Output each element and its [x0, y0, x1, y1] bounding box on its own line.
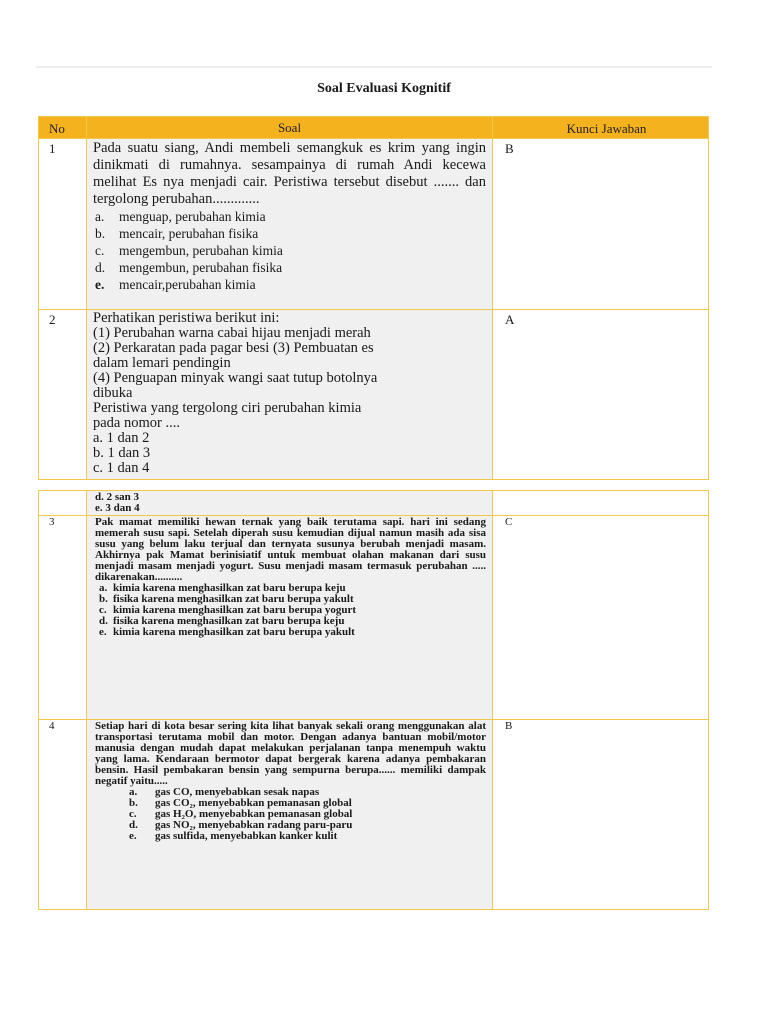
table-row [39, 310, 709, 480]
header-kunci-jawaban: Kunci Jawaban [493, 117, 709, 139]
question-number: 1 [39, 139, 87, 310]
question-stem: Pada suatu siang, Andi membeli semangkuk es krim yang ingin dinikmati di rumahnya. sesampainya di rumah Andi kecewa melihat Es nya menjadi cair. Peristiwa tersebut disebut ....... dan tergolong perubahan............. [93, 140, 486, 207]
page-title: Soal Evaluasi Kognitif [317, 81, 451, 96]
option-a: a. 1 dan 2 [93, 430, 150, 446]
answer-key: B [493, 139, 709, 310]
question-2-cell: Perhatikan peristiwa berikut ini: (1) Perubahan warna cabai hijau menjadi merah (2) Perkaratan pada pagar besi (3) Pembuatan es dalam lemari pendingin (4) Penguapan minyak wangi saat tutup botolnya dibuka Peristiwa yang tergolong ciri perubahan kimia pada nomor .... a. 1 dan 2 b. 1 dan 3 c. 1 dan 4 [87, 310, 493, 480]
option-d: d. mengembun, perubahan fisika [95, 260, 283, 275]
option-a: a. menguap, perubahan kimia [95, 209, 266, 224]
table-row [39, 720, 709, 910]
option-a: a. gas CO, menyebabkan sesak napas [129, 786, 320, 798]
question-stem: Setiap hari di kota besar sering kita lihat banyak sekali orang menggunakan alat transportasi terutama mobil dan motor. Dengan adanya bantuan mobil/motor manusia dengan mudah dapat melakukan perjalanan tanpa menempuh waktu yang lama. Kendaraan bermotor dapat bergerak karena adanya pembakaran bensin. Hasil pembakaran bensin yang sempurna berupa...... memiliki dampak negatif yaitu..... [95, 720, 486, 787]
option-c: c. 1 dan 4 [93, 460, 150, 476]
option-c: c. kimia karena menghasilkan zat baru berupa yogurt [99, 604, 357, 616]
header-no: No [39, 117, 87, 139]
option-list [95, 583, 486, 638]
question-number: 2 [39, 310, 87, 480]
option-b: b. fisika karena menghasilkan zat baru berupa yakult [99, 593, 354, 605]
table-header-row [39, 117, 709, 139]
option-c: c. mengembun, perubahan kimia [95, 243, 283, 258]
option-e: e. mencair,perubahan kimia [95, 277, 256, 292]
question-1-cell [87, 139, 493, 310]
option-e: e. 3 dan 4 [95, 502, 140, 514]
option-b: b. 1 dan 3 [93, 445, 151, 461]
answer-key: B [493, 720, 709, 910]
table-row [39, 516, 709, 720]
option-d: d. fisika karena menghasilkan zat baru berupa keju [99, 615, 345, 627]
option-e: e. kimia karena menghasilkan zat baru berupa yakult [99, 626, 355, 638]
option-e: e. gas sulfida, menyebabkan kanker kulit [129, 830, 338, 842]
option-b: b. gas CO₂, menyebabkan pemanasan global [129, 797, 352, 809]
top-divider [36, 66, 712, 68]
question-stem: Pak mamat memiliki hewan ternak yang baik terutama sapi. hari ini sedang memerah susu sapi. Setelah diperah susu kemudian dijual namun masih ada sisa susu yang belum laku terjual dan ternyata susunya berubah menjadi masam. Akhirnya pak Mamat berinisiatif untuk membuat olahan makanan dari susu menjadi masam menjadi yogurt. Susu menjadi masam termasuk perubahan ..... dikarenakan.......... [95, 516, 486, 583]
option-d: d. 2 san 3 [95, 491, 140, 503]
table-row [39, 491, 709, 516]
evaluation-table-part-2 [38, 490, 709, 910]
answer-key: A [493, 310, 709, 480]
question-2-continued [87, 491, 493, 516]
option-list [93, 208, 486, 293]
option-list [95, 787, 486, 842]
question-number: 3 [39, 516, 87, 720]
option-c: c. gas H₂O, menyebabkan pemanasan global [129, 808, 353, 820]
question-3-cell [87, 516, 493, 720]
option-d: d. gas NO₂, menyebabkan radang paru-paru [129, 819, 353, 831]
option-b: b. mencair, perubahan fisika [95, 226, 259, 241]
header-soal: Soal [87, 117, 493, 139]
question-number: 4 [39, 720, 87, 910]
answer-key: C [493, 516, 709, 720]
evaluation-table-part-1 [38, 116, 709, 480]
table-row [39, 139, 709, 310]
option-a: a. kimia karena menghasilkan zat baru berupa keju [99, 582, 346, 594]
question-4-cell [87, 720, 493, 910]
